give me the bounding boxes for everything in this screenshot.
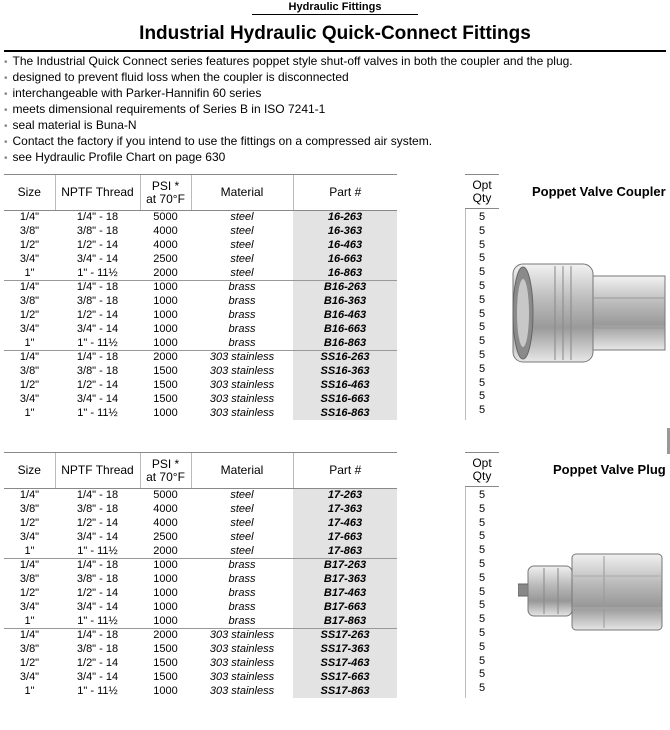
psi-header: PSI * at 70°F — [140, 453, 191, 489]
qty-cell: 5 — [478, 516, 486, 529]
size-cell: 3/8" — [19, 295, 40, 308]
qty-cell: 5 — [478, 335, 486, 348]
feature-item — [4, 54, 573, 70]
material-cell: brass — [228, 573, 256, 586]
part-number-cell: SS17-363 — [293, 643, 397, 657]
table-row — [4, 406, 397, 420]
thread-cell: 3/8" - 18 — [76, 295, 119, 308]
table-row — [4, 558, 397, 572]
table-row — [4, 489, 397, 503]
size-cell: 1/2" — [19, 656, 40, 669]
qty-cell: 5 — [478, 544, 486, 557]
part-number-cell: 17-463 — [293, 517, 397, 531]
psi-cell: 2000 — [140, 350, 191, 364]
product-title: Poppet Valve Plug — [553, 462, 666, 477]
feature-text: Contact the factory if you intend to use the fittings on a compressed air system. — [12, 134, 433, 148]
thread-cell: 3/8" - 18 — [76, 643, 119, 656]
qty-cell: 5 — [478, 489, 486, 501]
size-cell: 1/2" — [19, 378, 40, 391]
psi-cell: 1500 — [153, 670, 178, 683]
psi-cell: 1000 — [153, 573, 178, 586]
table-row — [4, 211, 397, 225]
size-cell: 3/8" — [19, 643, 40, 656]
qty-cell: 5 — [478, 279, 486, 292]
part-number-cell: B16-663 — [293, 322, 397, 336]
material-cell: brass — [228, 336, 256, 349]
table-row — [4, 544, 397, 558]
size-cell: 1/4" — [19, 211, 40, 224]
psi-cell: 1000 — [153, 614, 178, 627]
table-row — [4, 336, 397, 350]
psi-cell: 1000 — [153, 600, 178, 613]
part-header: Part # — [293, 453, 397, 489]
psi-cell: 2500 — [153, 530, 178, 543]
psi-cell: 2000 — [153, 266, 178, 279]
thread-cell: 1" - 11½ — [77, 336, 118, 349]
psi-cell: 2000 — [140, 628, 191, 642]
thread-cell: 1/2" - 14 — [76, 516, 119, 529]
material-cell: steel — [230, 489, 254, 502]
part-number-cell: 17-663 — [293, 530, 397, 544]
size-cell: 1/4" — [4, 628, 55, 642]
table-header-row — [4, 453, 397, 489]
qty-cell: 5 — [478, 404, 486, 417]
table-row — [4, 503, 397, 517]
plug-image — [518, 548, 668, 638]
size-cell: 1/2" — [19, 516, 40, 529]
size-cell: 1/2" — [19, 586, 40, 599]
bullet-icon: • — [4, 121, 8, 132]
size-cell: 1/4" — [19, 489, 40, 502]
coupler-section — [0, 174, 670, 421]
qty-cell: 5 — [478, 613, 486, 626]
size-cell: 1/4" — [4, 558, 55, 572]
feature-text: seal material is Buna-N — [12, 118, 137, 132]
part-number-cell: B16-363 — [293, 295, 397, 309]
material-cell: steel — [230, 516, 254, 529]
psi-cell: 5000 — [153, 489, 178, 502]
qty-header: Opt Qty — [465, 174, 499, 209]
thread-cell: 3/4" - 14 — [76, 392, 119, 405]
thread-cell: 3/8" - 18 — [76, 503, 119, 516]
material-cell: brass — [191, 280, 293, 294]
thread-header: NPTF Thread — [55, 453, 140, 489]
part-number-cell: SS17-863 — [293, 684, 397, 698]
table-row — [4, 628, 397, 642]
thread-cell: 1" - 11½ — [77, 544, 118, 557]
qty-cell: 5 — [478, 571, 486, 584]
psi-cell: 1500 — [153, 378, 178, 391]
material-header: Material — [191, 175, 293, 211]
size-cell: 3/8" — [19, 365, 40, 378]
thread-cell: 1" - 11½ — [77, 684, 118, 697]
thread-cell: 3/4" - 14 — [76, 530, 119, 543]
part-number-cell: 16-863 — [293, 266, 397, 280]
psi-cell: 1000 — [153, 336, 178, 349]
part-number-cell: SS16-263 — [293, 350, 397, 364]
thread-cell: 3/4" - 14 — [76, 252, 119, 265]
thread-cell: 3/4" - 14 — [76, 322, 119, 335]
table-row — [4, 239, 397, 253]
table-row — [4, 266, 397, 280]
part-number-cell: 16-463 — [293, 239, 397, 253]
qty-cell: 5 — [478, 238, 486, 251]
part-number-cell: SS17-463 — [293, 657, 397, 671]
qty-cell: 5 — [478, 362, 486, 375]
table-row — [4, 280, 397, 294]
table-row — [4, 573, 397, 587]
size-cell: 3/4" — [19, 252, 40, 265]
material-cell: 303 stainless — [209, 406, 275, 419]
thread-cell: 1/2" - 14 — [76, 308, 119, 321]
part-header: Part # — [293, 175, 397, 211]
part-number-cell: B17-863 — [293, 614, 397, 628]
material-cell: 303 stainless — [209, 378, 275, 391]
part-number-cell: B17-263 — [293, 558, 397, 572]
psi-cell: 1000 — [153, 684, 178, 697]
part-number-cell: B16-463 — [293, 309, 397, 323]
qty-column — [465, 489, 499, 696]
qty-column — [465, 211, 499, 418]
bullet-icon: • — [4, 153, 8, 164]
size-cell: 3/4" — [19, 530, 40, 543]
table-header-row — [4, 175, 397, 211]
part-number-cell: SS16-363 — [293, 365, 397, 379]
bullet-icon: • — [4, 57, 8, 68]
psi-cell: 1000 — [140, 558, 191, 572]
qty-header: Opt Qty — [465, 452, 499, 487]
size-cell: 1" — [24, 544, 35, 557]
feature-list — [4, 54, 573, 166]
material-cell: brass — [228, 614, 256, 627]
thread-cell: 1/2" - 14 — [76, 586, 119, 599]
psi-cell: 2000 — [153, 544, 178, 557]
material-cell: brass — [228, 295, 256, 308]
psi-cell: 5000 — [153, 211, 178, 224]
size-cell: 3/4" — [19, 670, 40, 683]
qty-cell: 5 — [478, 321, 486, 334]
feature-item — [4, 150, 573, 166]
part-number-cell: 16-263 — [293, 211, 397, 225]
size-cell: 1" — [24, 406, 35, 419]
table-row — [4, 684, 397, 698]
material-header: Material — [191, 453, 293, 489]
psi-cell: 1000 — [153, 406, 178, 419]
table-row — [4, 600, 397, 614]
size-cell: 3/4" — [19, 392, 40, 405]
part-number-cell: SS16-463 — [293, 379, 397, 393]
psi-cell: 1000 — [140, 280, 191, 294]
table-row — [4, 530, 397, 544]
psi-cell: 1500 — [153, 392, 178, 405]
size-header: Size — [4, 453, 55, 489]
part-number-cell: SS16-863 — [293, 406, 397, 420]
thread-cell: 3/8" - 18 — [76, 365, 119, 378]
material-cell: steel — [230, 252, 254, 265]
product-title: Poppet Valve Coupler — [532, 184, 666, 199]
part-number-cell: B16-863 — [293, 336, 397, 350]
coupler-image — [505, 258, 670, 368]
material-cell: steel — [230, 225, 254, 238]
qty-cell: 5 — [478, 266, 486, 279]
plug-spec-table — [4, 452, 397, 698]
material-cell: 303 stainless — [209, 670, 275, 683]
bullet-icon: • — [4, 89, 8, 100]
size-cell: 1/4" — [4, 350, 55, 364]
size-header: Size — [4, 175, 55, 211]
material-cell: brass — [228, 322, 256, 335]
size-cell: 1" — [24, 266, 35, 279]
part-number-cell: 16-363 — [293, 225, 397, 239]
feature-text: The Industrial Quick Connect series features poppet style shut-off valves in both the coupler and the plug. — [12, 54, 573, 68]
bullet-icon: • — [4, 73, 8, 84]
size-cell: 1" — [24, 336, 35, 349]
psi-cell: 1000 — [153, 295, 178, 308]
qty-cell: 5 — [478, 211, 486, 223]
material-cell: steel — [230, 266, 254, 279]
thread-cell: 1" - 11½ — [77, 406, 118, 419]
qty-cell: 5 — [478, 348, 486, 361]
part-number-cell: SS16-663 — [293, 392, 397, 406]
coupler-spec-table — [4, 174, 397, 420]
part-number-cell: B17-663 — [293, 600, 397, 614]
qty-cell: 5 — [478, 585, 486, 598]
table-row — [4, 252, 397, 266]
thread-cell: 1" - 11½ — [77, 614, 118, 627]
thread-cell: 3/8" - 18 — [76, 225, 119, 238]
qty-cell: 5 — [478, 640, 486, 653]
thread-cell: 1/4" - 18 — [76, 489, 119, 502]
feature-text: meets dimensional requirements of Series B in ISO 7241-1 — [12, 102, 326, 116]
qty-cell: 5 — [478, 293, 486, 306]
qty-cell: 5 — [478, 376, 486, 389]
part-number-cell: B16-263 — [293, 280, 397, 294]
psi-cell: 4000 — [153, 503, 178, 516]
part-number-cell: 16-663 — [293, 252, 397, 266]
material-cell: steel — [230, 530, 254, 543]
material-cell: brass — [228, 308, 256, 321]
qty-cell: 5 — [478, 530, 486, 543]
psi-cell: 1500 — [153, 643, 178, 656]
size-cell: 3/4" — [19, 600, 40, 613]
material-cell: 303 stainless — [191, 628, 293, 642]
material-cell: brass — [228, 586, 256, 599]
part-number-cell: 17-263 — [293, 489, 397, 503]
size-cell: 1" — [24, 614, 35, 627]
feature-item — [4, 86, 573, 102]
table-row — [4, 379, 397, 393]
section-tab-label: Hydraulic Fittings — [252, 0, 418, 15]
size-cell: 1/2" — [19, 308, 40, 321]
table-row — [4, 365, 397, 379]
feature-text: designed to prevent fluid loss when the coupler is disconnected — [12, 70, 349, 84]
thread-cell: 1/2" - 14 — [76, 238, 119, 251]
part-number-cell: B17-363 — [293, 573, 397, 587]
part-number-cell: 17-863 — [293, 544, 397, 558]
thread-cell: 1/4" - 18 — [55, 628, 140, 642]
part-number-cell: B17-463 — [293, 587, 397, 601]
psi-cell: 1000 — [153, 322, 178, 335]
size-cell: 1/2" — [19, 238, 40, 251]
table-row — [4, 322, 397, 336]
material-cell: steel — [230, 503, 254, 516]
table-row — [4, 295, 397, 309]
size-cell: 1" — [24, 684, 35, 697]
thread-cell: 1/4" - 18 — [76, 211, 119, 224]
psi-cell: 4000 — [153, 516, 178, 529]
material-cell: 303 stainless — [191, 350, 293, 364]
qty-cell: 5 — [478, 252, 486, 265]
part-number-cell: SS17-663 — [293, 670, 397, 684]
qty-cell: 5 — [478, 599, 486, 612]
thread-cell: 3/4" - 14 — [76, 670, 119, 683]
psi-cell: 1000 — [153, 308, 178, 321]
qty-cell: 5 — [478, 557, 486, 570]
qty-cell: 5 — [478, 502, 486, 515]
material-cell: brass — [228, 600, 256, 613]
table-row — [4, 392, 397, 406]
qty-cell: 5 — [478, 390, 486, 403]
table-row — [4, 670, 397, 684]
thread-cell: 1/2" - 14 — [76, 378, 119, 391]
bullet-icon: • — [4, 137, 8, 148]
material-cell: steel — [230, 544, 254, 557]
thread-cell: 1/2" - 14 — [76, 656, 119, 669]
psi-cell: 1500 — [153, 365, 178, 378]
size-cell: 3/8" — [19, 503, 40, 516]
psi-cell: 4000 — [153, 225, 178, 238]
psi-cell: 1000 — [153, 586, 178, 599]
feature-text: interchangeable with Parker-Hannifin 60 series — [12, 86, 262, 100]
part-number-cell: 17-363 — [293, 503, 397, 517]
material-cell: brass — [191, 558, 293, 572]
thread-cell: 3/4" - 14 — [76, 600, 119, 613]
material-cell: steel — [230, 238, 254, 251]
feature-item — [4, 134, 573, 150]
thread-header: NPTF Thread — [55, 175, 140, 211]
thread-cell: 1/4" - 18 — [55, 558, 140, 572]
material-cell: 303 stainless — [209, 365, 275, 378]
size-cell: 3/4" — [19, 322, 40, 335]
size-cell: 3/8" — [19, 225, 40, 238]
table-row — [4, 643, 397, 657]
table-row — [4, 350, 397, 364]
thread-cell: 1" - 11½ — [77, 266, 118, 279]
table-row — [4, 309, 397, 323]
feature-text: see Hydraulic Profile Chart on page 630 — [12, 150, 226, 164]
qty-cell: 5 — [478, 682, 486, 695]
thread-cell: 3/8" - 18 — [76, 573, 119, 586]
psi-cell: 4000 — [153, 238, 178, 251]
material-cell: 303 stainless — [209, 392, 275, 405]
psi-cell: 1500 — [153, 656, 178, 669]
title-divider — [4, 50, 666, 52]
feature-item — [4, 70, 573, 86]
table-row — [4, 517, 397, 531]
qty-cell: 5 — [478, 307, 486, 320]
material-cell: 303 stainless — [209, 684, 275, 697]
qty-cell: 5 — [478, 224, 486, 237]
psi-cell: 2500 — [153, 252, 178, 265]
feature-item — [4, 102, 573, 118]
table-row — [4, 614, 397, 628]
bullet-icon: • — [4, 105, 8, 116]
thread-cell: 1/4" - 18 — [55, 350, 140, 364]
thread-cell: 1/4" - 18 — [55, 280, 140, 294]
table-row — [4, 225, 397, 239]
qty-cell: 5 — [478, 668, 486, 681]
material-cell: 303 stainless — [209, 656, 275, 669]
table-row — [4, 587, 397, 601]
psi-header: PSI * at 70°F — [140, 175, 191, 211]
size-cell: 1/4" — [4, 280, 55, 294]
plug-section — [0, 452, 670, 699]
table-row — [4, 657, 397, 671]
feature-item — [4, 118, 573, 134]
qty-cell: 5 — [478, 626, 486, 639]
size-cell: 3/8" — [19, 573, 40, 586]
material-cell: steel — [230, 211, 254, 224]
qty-cell: 5 — [478, 654, 486, 667]
material-cell: 303 stainless — [209, 643, 275, 656]
part-number-cell: SS17-263 — [293, 628, 397, 642]
page-title: Industrial Hydraulic Quick-Connect Fittings — [139, 23, 531, 44]
